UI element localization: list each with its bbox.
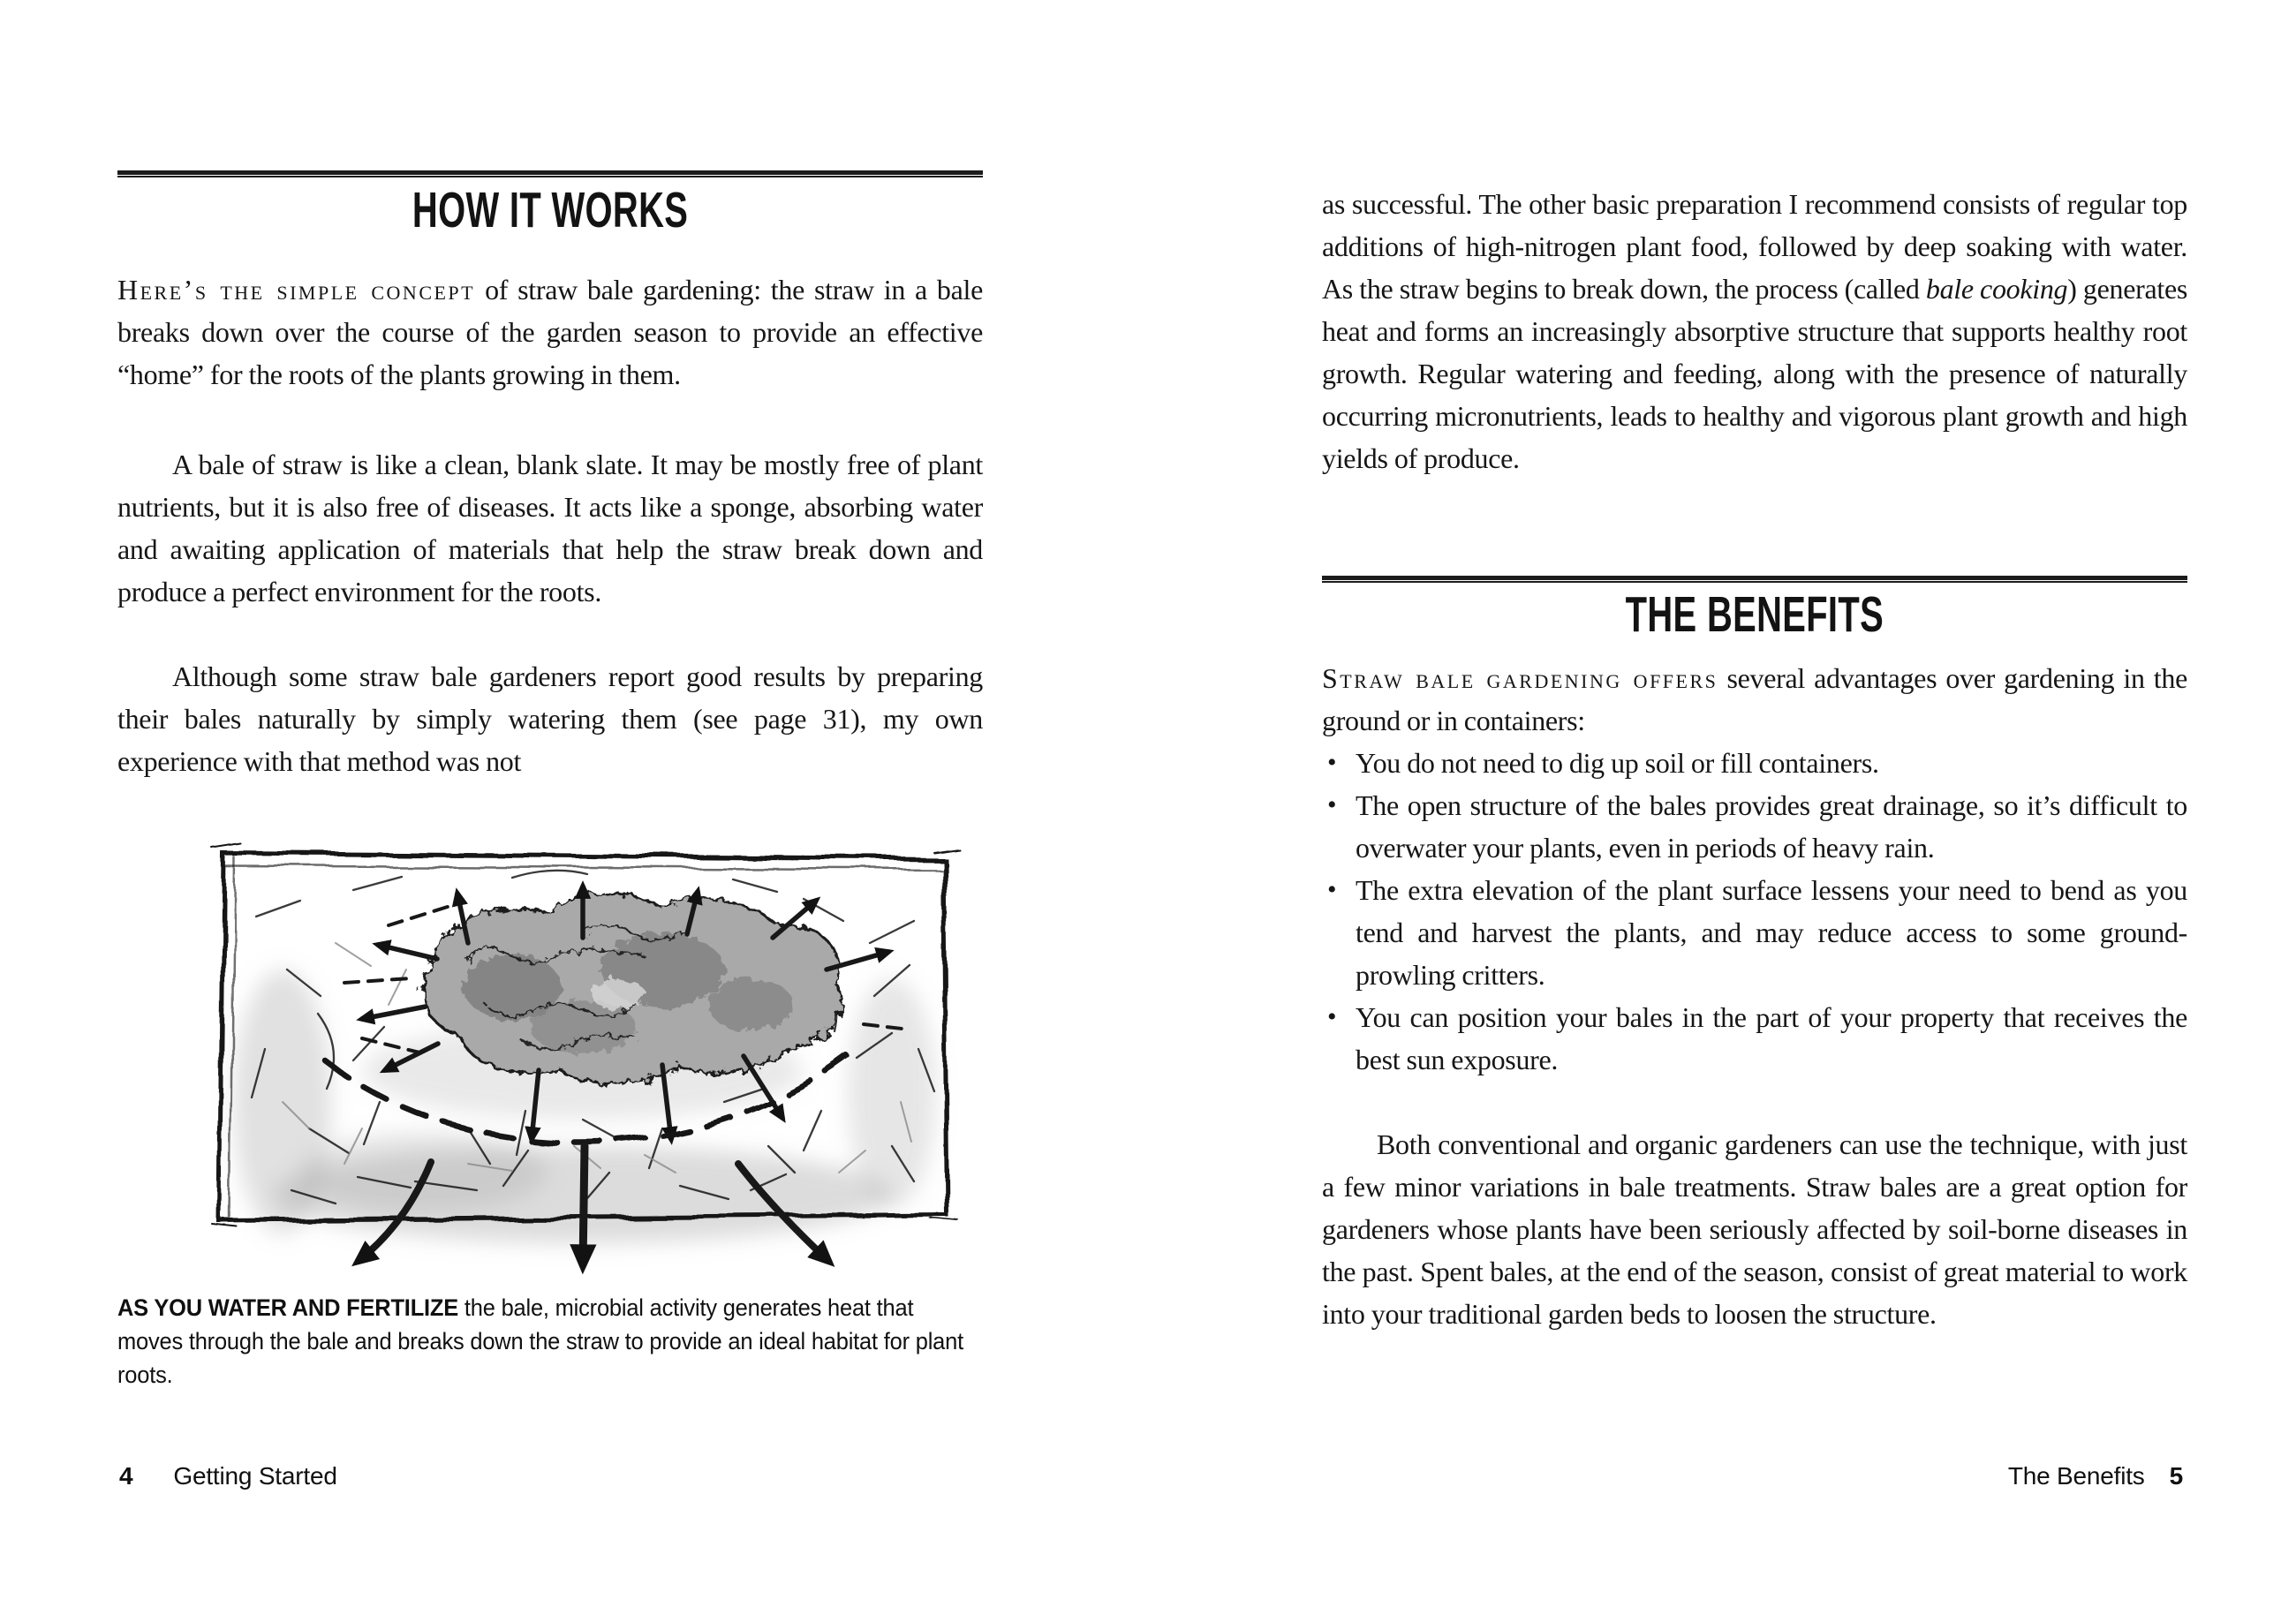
italic-term: bale cooking — [1925, 273, 2068, 305]
paragraph: Both conventional and organic gardeners can use the technique, with just a few minor variations in bale treatments. Straw bales are a great option for gardeners whose plants have been seriously affected by soil-borne diseases in the past. Spent bales, at the end of the season, consist of great material to work into your traditional garden beds to loosen the structure. — [1322, 1128, 2187, 1330]
paragraph-opener: Here’s the simple concept — [117, 274, 476, 306]
list-item: • The extra elevation of the plant surface lessens your need to bend as you tend and harvest the plants, and may reduce access to some ground-prowling critters. — [1322, 869, 2187, 996]
paragraph-text: ) generates heat and forms an increasingly absorptive structure that supports healthy root growth. Regular watering and feeding, along with the presence of naturally occurring micronutrients, leads to healthy and vigorous plant growth and high yields of produce. — [1322, 273, 2188, 474]
page-title: THE BENEFITS — [1625, 586, 1884, 643]
right-page — [1322, 0, 2187, 1607]
illustration-caption — [117, 1291, 983, 1392]
paragraph-text: several advantages over gardening in the ground or in containers: — [1322, 662, 2187, 736]
page-number: 4 — [119, 1462, 133, 1490]
running-head: The Benefits — [2007, 1462, 2145, 1490]
paragraph: Although some straw bale gardeners report good results by preparing their bales naturally by simply watering them (see page 31), my own experience with that method was not — [117, 660, 983, 777]
section-heading — [117, 182, 983, 238]
paragraph — [117, 268, 983, 396]
paragraph-opener: Straw bale gardening offers — [1322, 662, 1718, 694]
paragraph: A bale of straw is like a clean, blank slate. It may be mostly free of plant nutrients, but it is also free of diseases. It acts like a sponge, absorbing water and awaiting application of materials that help the straw break down and produce a perfect environment for the roots. — [117, 449, 983, 607]
running-head: Getting Started — [173, 1462, 337, 1490]
page-title: HOW IT WORKS — [412, 182, 689, 238]
paragraph — [1322, 183, 2187, 479]
list-item: • The open structure of the bales provides great drainage, so it’s difficult to overwater your plants, even in periods of heavy rain. — [1322, 784, 2187, 869]
section-rule — [117, 170, 983, 177]
section-heading — [1322, 586, 2187, 643]
microbial-cloud — [423, 894, 842, 1084]
paragraph — [1322, 657, 2187, 742]
list-item: • You do not need to dig up soil or fill containers. — [1322, 742, 2187, 784]
list-item: • You can position your bales in the part of your property that receives the best sun exposure. — [1322, 996, 2187, 1081]
caption-text: the bale, microbial activity generates heat that moves through the bale and breaks down the straw to provide an ideal habitat for plant roots. — [117, 1294, 963, 1388]
straw-bale-illustration — [203, 837, 963, 1279]
paragraph-text: of straw bale gardening: the straw in a bale breaks down over the course of the garden season to provide an effective “home” for the roots of the plants growing in them. — [117, 274, 983, 390]
footer-left — [119, 1461, 337, 1491]
footer-right — [2008, 1461, 2183, 1491]
left-page — [117, 0, 983, 1607]
paragraph-text: as successful. The other basic preparation I recommend consists of regular top additions of high-nitrogen plant food, followed by deep soaking with water. As the straw begins to break down, the process (called — [1322, 188, 2187, 305]
page-number: 5 — [2169, 1462, 2183, 1490]
section-rule — [1322, 576, 2187, 583]
caption-lead: AS YOU WATER AND FERTILIZE — [117, 1294, 459, 1321]
benefits-list — [1322, 742, 2187, 1081]
